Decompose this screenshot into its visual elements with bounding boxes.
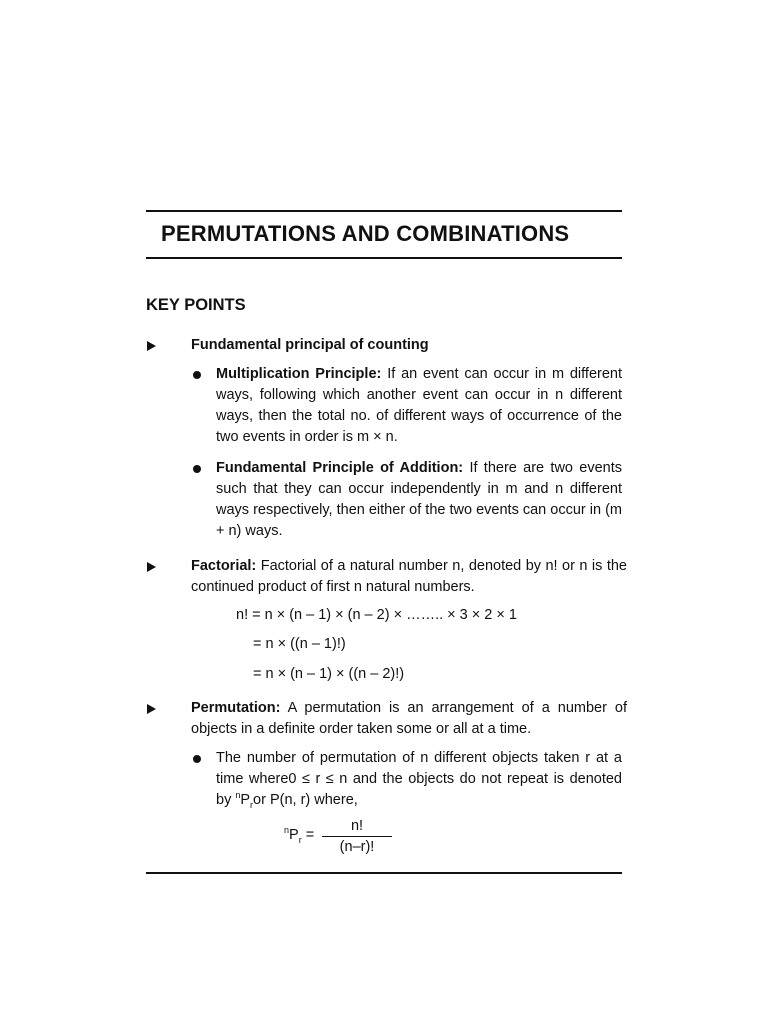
multiplication-principle	[216, 364, 622, 448]
factorial-equation-1: n! = n × (n – 1) × (n – 2) × …….. × 3 × 2 × 1	[236, 607, 517, 623]
formula-denominator: (n–r)!	[339, 839, 375, 855]
multiplication-term: Multiplication Principle:	[216, 366, 382, 382]
title-rule	[146, 257, 622, 259]
addition-text: If there are two events such that they can occur independently in m and n different ways respectively, then either of the two events can occur in (m + n) ways.	[216, 460, 623, 539]
key-points-heading: KEY POINTS	[146, 296, 246, 314]
formula-lhs	[284, 827, 314, 843]
formula-symbol-p: P	[289, 827, 299, 843]
subscript-r: r	[250, 799, 254, 810]
factorial-definition	[191, 556, 627, 598]
addition-principle	[216, 458, 622, 542]
permutation-term: Permutation:	[191, 700, 281, 716]
bullet-dot-icon	[193, 755, 201, 763]
formula-subscript-r: r	[298, 834, 302, 845]
permutation-bullet-end: or P(n, r) where,	[253, 792, 358, 808]
bullet-dot-icon	[193, 371, 201, 379]
permutation-definition	[191, 698, 627, 740]
page-title: PERMUTATIONS AND COMBINATIONS	[161, 221, 570, 246]
factorial-equation-3: = n × (n – 1) × ((n – 2)!)	[253, 666, 405, 682]
symbol-p: P	[240, 792, 251, 808]
arrow-bullet-icon	[147, 704, 156, 714]
superscript-n: n	[235, 790, 241, 801]
multiplication-text: If an event can occur in m different ways, following which another event can occur in n different ways, then the total no. of different ways of occurrence of the two events in order is m × n.	[216, 366, 623, 445]
top-rule	[146, 210, 622, 212]
permutation-text: A permutation is an arrangement of a number of objects in a definite order taken some or all at a time.	[191, 700, 627, 737]
bullet-dot-icon	[193, 465, 201, 473]
formula-fraction	[320, 817, 394, 857]
fundamental-heading: Fundamental principal of counting	[191, 337, 429, 353]
bottom-rule	[146, 872, 622, 874]
formula-superscript-n: n	[284, 825, 290, 836]
permutation-bullet-start: The number of permutation of n different objects taken r at a time where0 ≤ r ≤ n and the objects do not repeat is denoted by	[216, 750, 622, 808]
formula-equals: =	[301, 827, 315, 843]
arrow-bullet-icon	[147, 341, 156, 351]
factorial-term: Factorial:	[191, 558, 257, 574]
formula-numerator: n!	[350, 818, 364, 834]
permutation-count-text	[216, 748, 622, 811]
arrow-bullet-icon	[147, 562, 156, 572]
factorial-text: Factorial of a natural number n, denoted by n! or n is the continued product of first n natural numbers.	[191, 558, 627, 595]
factorial-equation-2: = n × ((n – 1)!)	[253, 636, 346, 652]
addition-term: Fundamental Principle of Addition:	[216, 460, 464, 476]
